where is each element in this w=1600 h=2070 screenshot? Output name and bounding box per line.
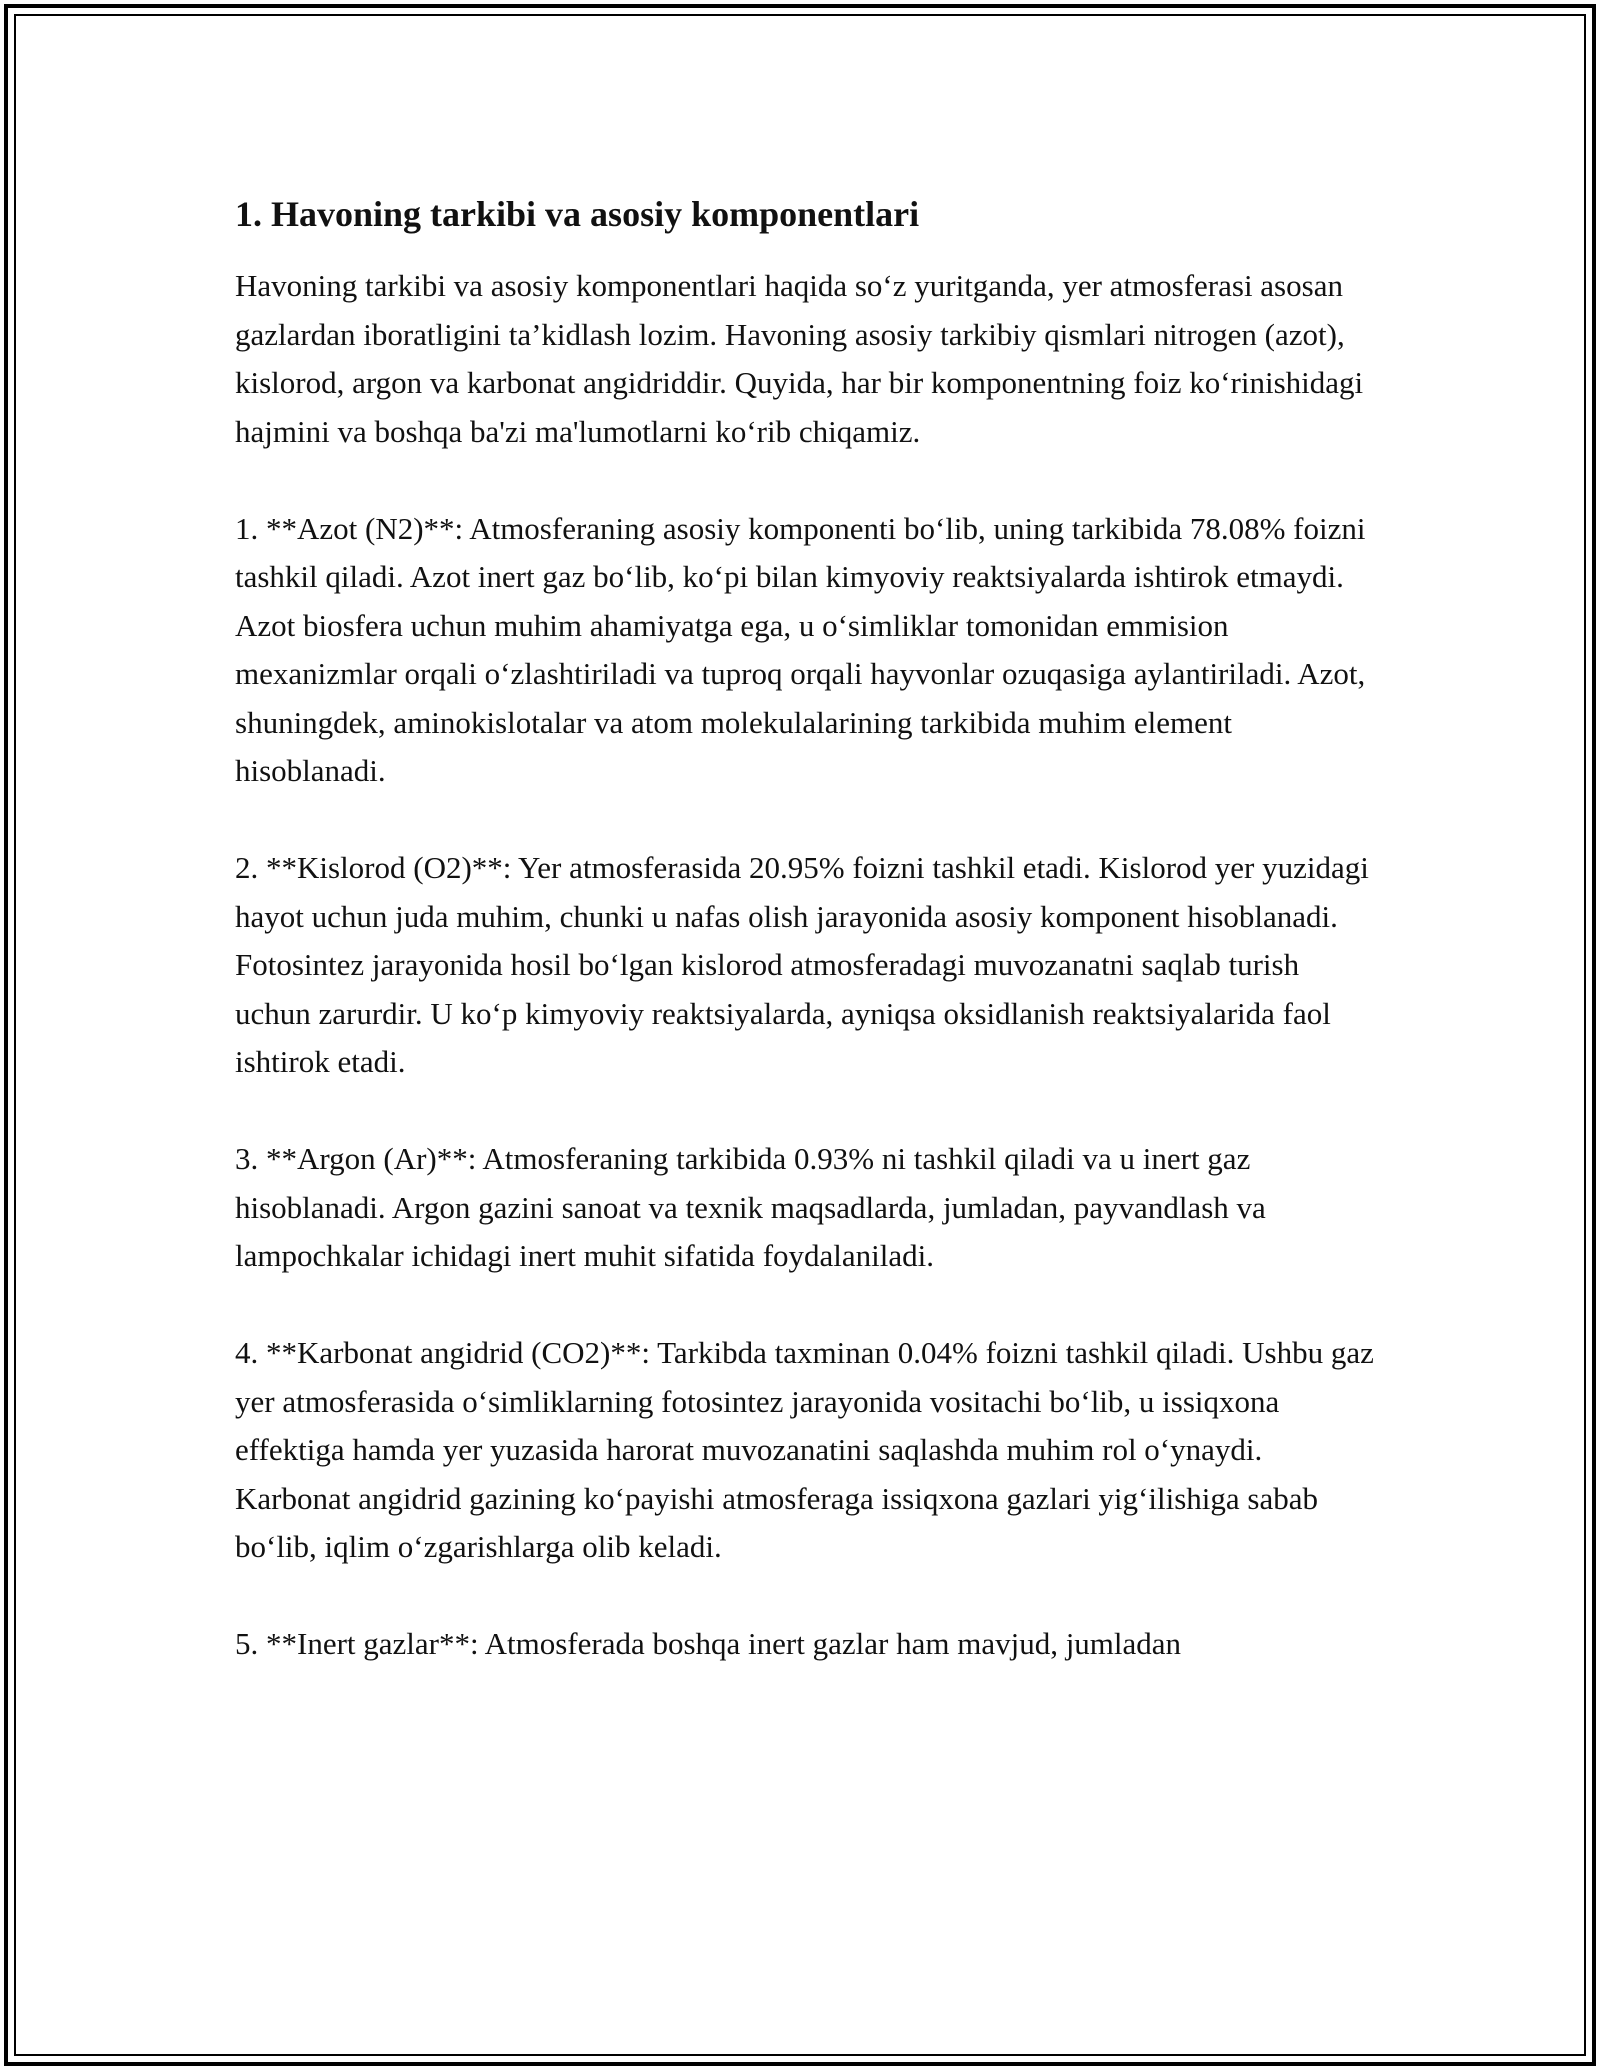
paragraph-azot: 1. **Azot (N2)**: Atmosferaning asosiy komponenti bo‘lib, uning tarkibida 78.08% foizni tashkil qiladi. Azot inert gaz bo‘lib, ko‘pi bilan kimyoviy reaktsiyalarda ishtirok etmaydi. Azot biosfera uchun muhim ahamiyatga ega, u o‘simliklar tomonidan emmision mexanizmlar orqali o‘zlashtiriladi va tuproq orqali hayvonlar ozuqasiga aylantiriladi. Azot, shuningdek, aminokislotalar va atom molekulalarining tarkibida muhim element hisoblanadi.: [235, 510, 1366, 788]
paragraph-karbonat-angidrid: 4. **Karbonat angidrid (CO2)**: Tarkibda taxminan 0.04% foizni tashkil qiladi. Ushbu gaz yer atmosferasida o‘simliklarning fotosintez jarayonida vositachi bo‘lib, u issiqxona effektiga hamda yer yuzasida harorat muvozanatini saqlashda muhim rol o‘ynaydi. Karbonat angidrid gazining ko‘payishi atmosferaga issiqxona gazlari yig‘ilishiga sabab bo‘lib, iqlim o‘zgarishlarga olib keladi.: [235, 1335, 1374, 1564]
paragraph-inert-gazlar: 5. **Inert gazlar**: Atmosferada boshqa inert gazlar ham mavjud, jumladan: [235, 1626, 1182, 1661]
paragraph-kislorod: 2. **Kislorod (O2)**: Yer atmosferasida 20.95% foizni tashkil etadi. Kislorod yer yuzidagi hayot uchun juda muhim, chunki u nafas olish jarayonida asosiy komponent hisoblanadi. Fotosintez jarayonida hosil bo‘lgan kislorod atmosferadagi muvozanatni saqlab turish uchun zarurdir. U ko‘p kimyoviy reaktsiyalarda, ayniqsa oksidlanish reaktsiyalarida faol ishtirok etadi.: [235, 850, 1369, 1079]
intro-paragraph: Havoning tarkibi va asosiy komponentlari haqida so‘z yuritganda, yer atmosferasi asosan gazlardan iboratligini ta’kidlash lozim. Havoning asosiy tarkibiy qismlari nitrogen (azot), kislorod, argon va karbonat angidriddir. Quyida, har bir komponentning foiz ko‘rinishidagi hajmini va boshqa ba'zi ma'lumotlarni ko‘rib chiqamiz.: [235, 268, 1364, 449]
paragraph-argon: 3. **Argon (Ar)**: Atmosferaning tarkibida 0.93% ni tashkil qiladi va u inert gaz hisoblanadi. Argon gazini sanoat va texnik maqsadlarda, jumladan, payvandlash va lampochkalar ichidagi inert muhit sifatida foydalaniladi.: [235, 1141, 1266, 1273]
document-body: [235, 188, 1375, 1717]
section-heading: 1. Havoning tarkibi va asosiy komponentlari: [235, 194, 920, 234]
